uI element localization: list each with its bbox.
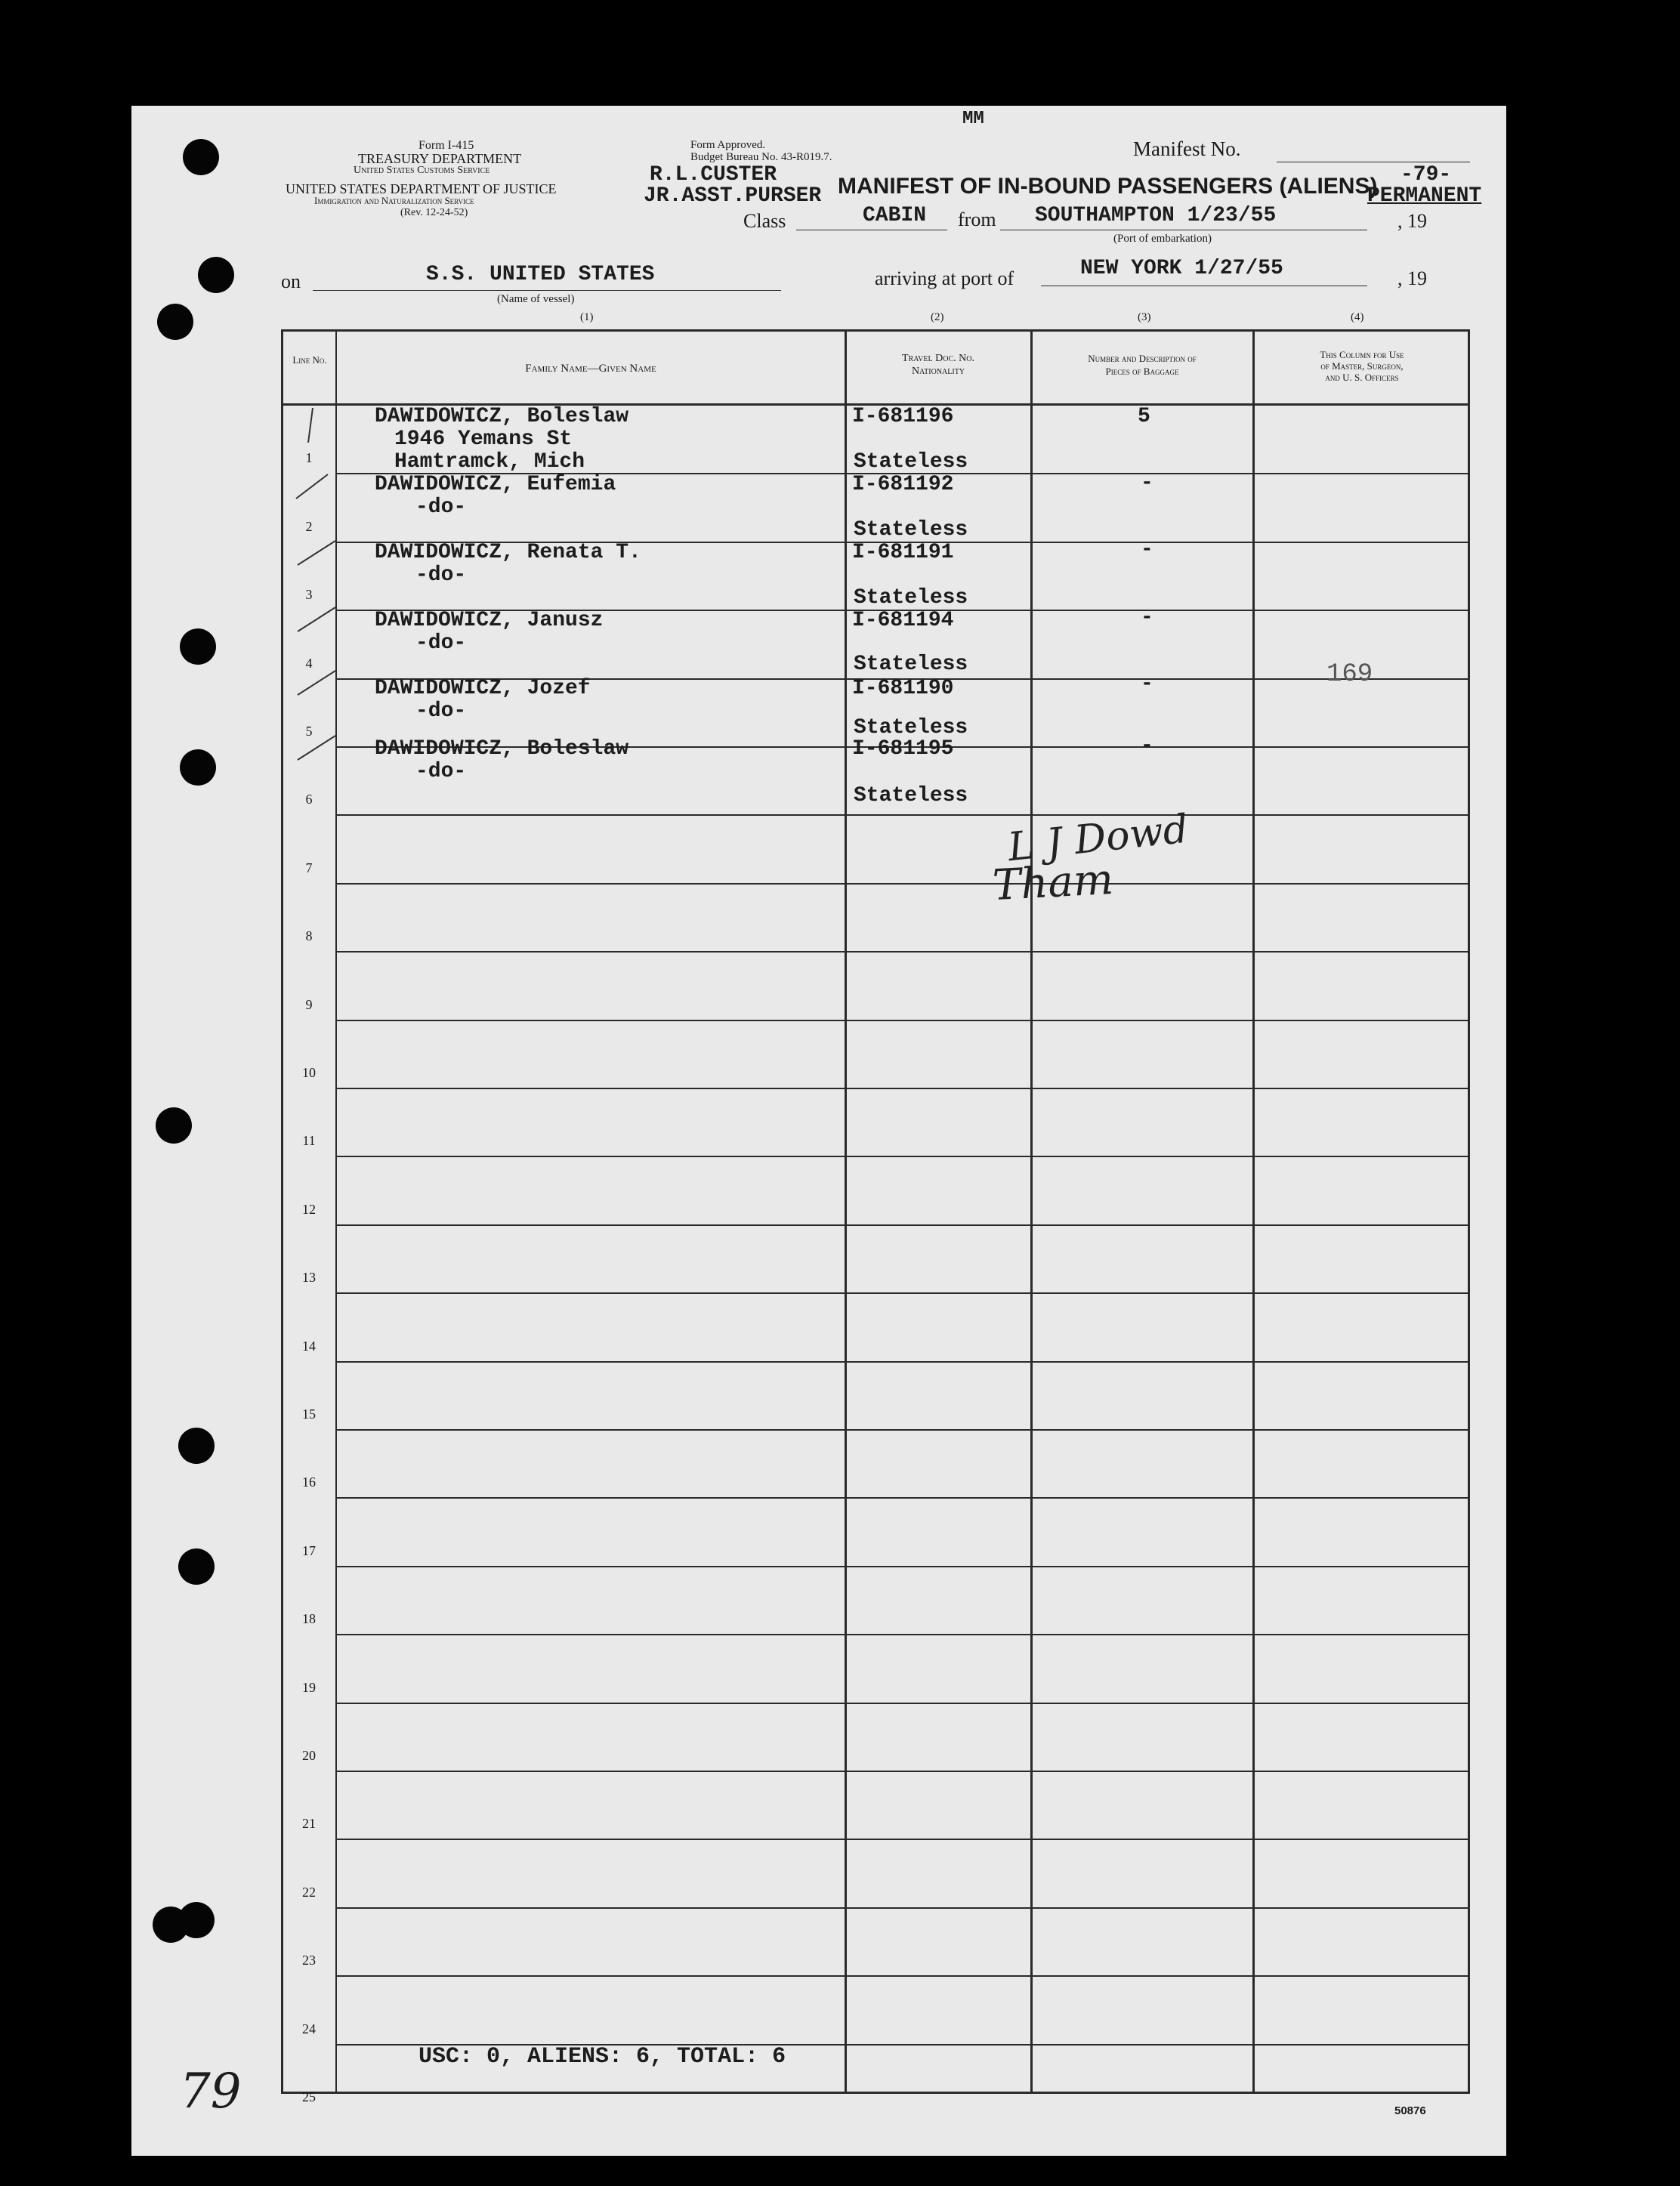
class-value: CABIN (863, 204, 927, 227)
justice-label: UNITED STATES DEPARTMENT OF JUSTICE (286, 181, 557, 196)
entry-nationality: Stateless (854, 450, 968, 474)
row-divider (337, 1361, 1470, 1363)
col-header-officers-line1: This Column for Use (1320, 349, 1404, 360)
vessel-line (313, 290, 781, 291)
line-number: 11 (302, 1133, 316, 1148)
punch-hole (183, 139, 219, 175)
entry-name: DAWIDOWICZ, Boleslaw (375, 737, 629, 761)
line-number: 3 (305, 587, 313, 602)
line-number: 20 (302, 1748, 316, 1763)
line-number: 12 (302, 1202, 316, 1217)
entry-doc: I-681194 (852, 609, 954, 632)
col-number-1: (1) (580, 311, 594, 323)
ins-label: Immigration and Naturalization Service (314, 195, 474, 206)
col-header-name: Family Name—Given Name (525, 363, 656, 375)
col-number-4: (4) (1351, 311, 1364, 323)
col-header-line-no-text: Line No. (292, 354, 327, 366)
manifest-page (131, 106, 1506, 2156)
entry-doc: I-681191 (852, 541, 954, 564)
year-suffix-1: , 19 (1397, 210, 1427, 232)
entry-address: 1946 Yemans St (394, 428, 573, 451)
col-header-doc-line1: Travel Doc. No. (902, 353, 974, 364)
arrival-port: NEW YORK 1/27/55 (1080, 257, 1283, 280)
margin-note: 79 (180, 2064, 242, 2120)
line-number: 8 (305, 928, 313, 943)
entry-address: -do- (415, 699, 467, 723)
line-number: 21 (302, 1816, 316, 1831)
punch-hole (157, 304, 193, 340)
entry-name: DAWIDOWICZ, Jozef (375, 677, 591, 700)
entry-address: -do- (415, 496, 467, 519)
entry-baggage: - (1141, 471, 1153, 495)
col-header-officers-line2: of Master, Surgeon, (1320, 360, 1404, 372)
entry-address: Hamtramck, Mich (394, 450, 585, 474)
line-number: 16 (302, 1474, 316, 1490)
entry-name: DAWIDOWICZ, Janusz (375, 609, 604, 632)
footer-code: 50876 (1394, 2104, 1426, 2117)
signature-line-2: Tham (991, 854, 1115, 911)
line-number: 9 (305, 997, 313, 1012)
col-header-officers (1254, 349, 1470, 383)
stamp-169: 169 (1326, 660, 1373, 689)
row-divider (337, 1975, 1470, 1977)
entry-nationality: Stateless (854, 518, 968, 542)
row-divider (337, 814, 1470, 816)
row-divider (337, 1634, 1470, 1635)
mm-mark: MM (962, 109, 984, 129)
line-number: 5 (305, 724, 313, 739)
punch-hole (178, 1428, 215, 1464)
officer-signature (991, 806, 1265, 914)
totals-line: USC: 0, ALIENS: 6, TOTAL: 6 (418, 2044, 786, 2070)
row-divider (337, 1292, 1470, 1294)
entry-nationality: Stateless (854, 784, 968, 807)
line-number: 17 (302, 1543, 316, 1558)
line-number: 1 (305, 450, 313, 465)
line-number: 13 (302, 1270, 316, 1285)
line-number: 10 (302, 1065, 316, 1080)
class-label: Class (743, 210, 786, 232)
row-divider (337, 1907, 1470, 1909)
col-header-baggage (1032, 352, 1252, 378)
vessel-caption: (Name of vessel) (497, 293, 575, 305)
entry-name: DAWIDOWICZ, Renata T. (375, 541, 641, 564)
signature-line-1: L J Dowd (1005, 806, 1191, 871)
entry-doc: I-681192 (852, 473, 954, 496)
entry-name: DAWIDOWICZ, Boleslaw (375, 405, 629, 428)
from-value: SOUTHAMPTON 1/23/55 (1035, 204, 1277, 227)
port-caption: (Port of embarkation) (1113, 233, 1212, 245)
on-label: on (281, 270, 301, 292)
punch-hole (178, 1548, 215, 1585)
punch-hole (198, 257, 234, 293)
punch-hole (178, 1902, 215, 1938)
line-number: 22 (302, 1885, 316, 1900)
row-divider (337, 1020, 1470, 1021)
entry-baggage: - (1141, 734, 1153, 758)
line-number: 24 (302, 2021, 316, 2036)
check-marks (283, 405, 358, 798)
col-number-3: (3) (1138, 311, 1151, 323)
entry-doc: I-681190 (852, 677, 954, 700)
purser-name: R.L.CUSTER (650, 163, 777, 187)
col-header-officers-line3: and U. S. Officers (1325, 372, 1399, 383)
col-header-doc-line2: Nationality (911, 366, 965, 377)
entry-baggage: - (1141, 538, 1153, 561)
row-divider (337, 1088, 1470, 1089)
manifest-label: Manifest No. (1133, 137, 1241, 160)
row-divider (337, 1224, 1470, 1226)
line-number: 2 (305, 519, 313, 534)
entry-address: -do- (415, 563, 467, 587)
row-divider (337, 1497, 1470, 1499)
row-divider (337, 1771, 1470, 1772)
entry-nationality: Stateless (854, 653, 968, 676)
punch-hole (156, 1107, 192, 1144)
treasury-label: TREASURY DEPARTMENT (358, 151, 522, 166)
col-divider-name (845, 329, 847, 2094)
col-number-2: (2) (931, 311, 944, 323)
col-header-baggage-line2: Pieces of Baggage (1105, 366, 1179, 377)
col-header-baggage-line1: Number and Description of (1088, 353, 1197, 364)
punch-hole (180, 628, 216, 665)
col-divider-baggage (1252, 329, 1255, 2094)
line-number: 4 (305, 656, 313, 671)
line-number: 14 (302, 1338, 316, 1354)
line-number: 7 (305, 860, 313, 875)
permanent-label: PERMANENT (1367, 184, 1482, 208)
year-suffix-2: , 19 (1397, 267, 1427, 289)
customs-label: United States Customs Service (354, 165, 490, 176)
entry-baggage: - (1141, 672, 1153, 696)
entry-doc: I-681195 (852, 737, 954, 761)
line-number: 25 (302, 2089, 316, 2104)
entry-nationality: Stateless (854, 716, 968, 739)
row-divider (337, 883, 1470, 885)
row-divider (337, 1429, 1470, 1431)
line-number: 23 (302, 1953, 316, 1968)
budget-bureau: Budget Bureau No. 43-R019.7. (690, 151, 832, 163)
line-number: 6 (305, 792, 313, 807)
form-approved: Form Approved. (690, 139, 766, 151)
line-number: 19 (302, 1680, 316, 1695)
arriving-label: arriving at port of (875, 267, 1014, 289)
revision-label: (Rev. 12-24-52) (400, 207, 468, 218)
entry-doc: I-681196 (852, 405, 954, 428)
col-header-line-no (287, 355, 332, 366)
row-divider (337, 1839, 1470, 1840)
manifest-no: -79- (1401, 163, 1452, 187)
entry-address: -do- (415, 631, 467, 655)
manifest-title: MANIFEST OF IN-BOUND PASSENGERS (ALIENS) (838, 174, 1378, 199)
from-label: from (958, 208, 996, 230)
row-divider (337, 1703, 1470, 1704)
purser-title: JR.ASST.PURSER (644, 184, 822, 208)
line-number: 18 (302, 1611, 316, 1626)
entry-name: DAWIDOWICZ, Eufemia (375, 473, 616, 496)
entry-address: -do- (415, 760, 467, 783)
col-divider-doc (1030, 329, 1033, 2094)
col-header-doc (846, 352, 1030, 378)
entry-baggage: 5 (1138, 405, 1150, 428)
entry-nationality: Stateless (854, 586, 968, 610)
row-divider (337, 1566, 1470, 1567)
line-number: 15 (302, 1406, 316, 1422)
vessel-name: S.S. UNITED STATES (426, 263, 655, 286)
row-divider (337, 951, 1470, 953)
form-number: Form I-415 (418, 139, 474, 152)
row-divider (337, 1156, 1470, 1157)
entry-baggage: - (1141, 606, 1153, 629)
punch-hole (180, 749, 216, 786)
